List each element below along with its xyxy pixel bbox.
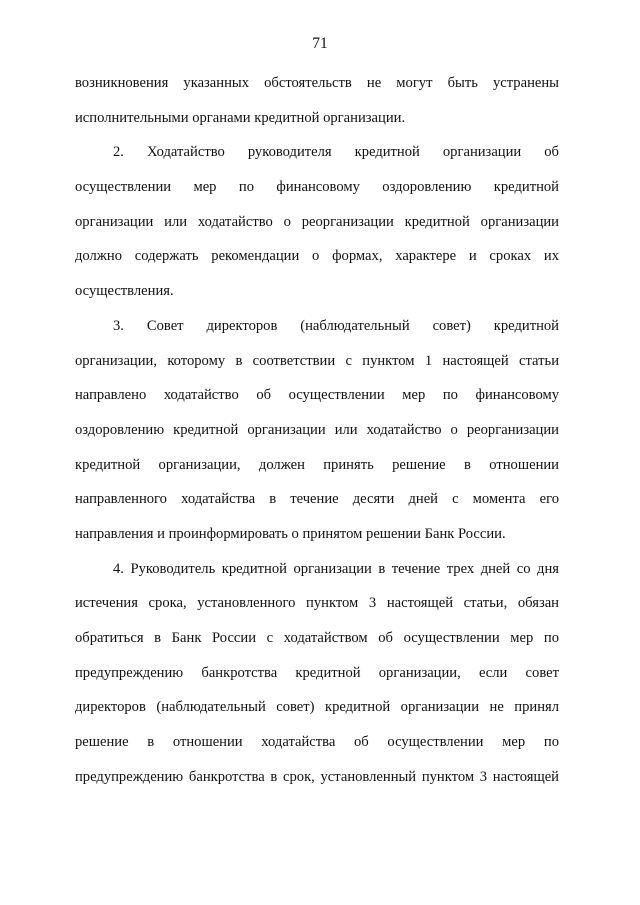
- text-line: осуществления.: [75, 283, 174, 300]
- text-line: направленного ходатайства в течение десяти дней с момента его: [75, 491, 559, 508]
- text-line: исполнительными органами кредитной организации.: [75, 109, 406, 126]
- paragraph-4: [75, 552, 559, 795]
- text-line: направления и проинформировать о принятом решении Банк России.: [75, 525, 506, 542]
- text-line: директоров (наблюдательный совет) кредитной организации не принял: [75, 699, 559, 716]
- text-line: организации или ходатайство о реорганизации кредитной организации: [75, 213, 559, 230]
- text-line: 4. Руководитель кредитной организации в течение трех дней со дня: [113, 560, 559, 577]
- text-line: истечения срока, установленного пунктом 3 настоящей статьи, обязан: [75, 595, 559, 612]
- text-line: должно содержать рекомендации о формах, характере и сроках их: [75, 248, 559, 265]
- text-line: обратиться в Банк России с ходатайством об осуществлении мер по: [75, 630, 559, 646]
- text-line: 2. Ходатайство руководителя кредитной организации об: [113, 144, 559, 161]
- text-line: организации, которому в соответствии с пунктом 1 настоящей статьи: [75, 352, 559, 369]
- document-body: [75, 66, 559, 794]
- paragraph-2: [75, 135, 559, 308]
- text-line: оздоровлению кредитной организации или ходатайство о реорганизации: [75, 421, 559, 438]
- paragraph-continuation: [75, 66, 559, 135]
- text-line: предупреждению банкротства кредитной организации, если совет: [75, 664, 559, 681]
- text-line: кредитной организации, должен принять решение в отношении: [75, 456, 559, 473]
- text-line: 3. Совет директоров (наблюдательный совет) кредитной: [113, 317, 559, 334]
- text-line: направлено ходатайство об осуществлении мер по финансовому: [75, 387, 559, 404]
- page-number: 71: [312, 35, 328, 52]
- text-line: решение в отношении ходатайства об осуществлении мер по: [75, 734, 559, 751]
- text-line: возникновения указанных обстоятельств не могут быть устранены: [75, 75, 559, 91]
- text-line: предупреждению банкротства в срок, установленный пунктом 3 настоящей: [75, 768, 559, 785]
- paragraph-3: [75, 309, 559, 552]
- text-line: осуществлении мер по финансовому оздоровлению кредитной: [75, 179, 559, 196]
